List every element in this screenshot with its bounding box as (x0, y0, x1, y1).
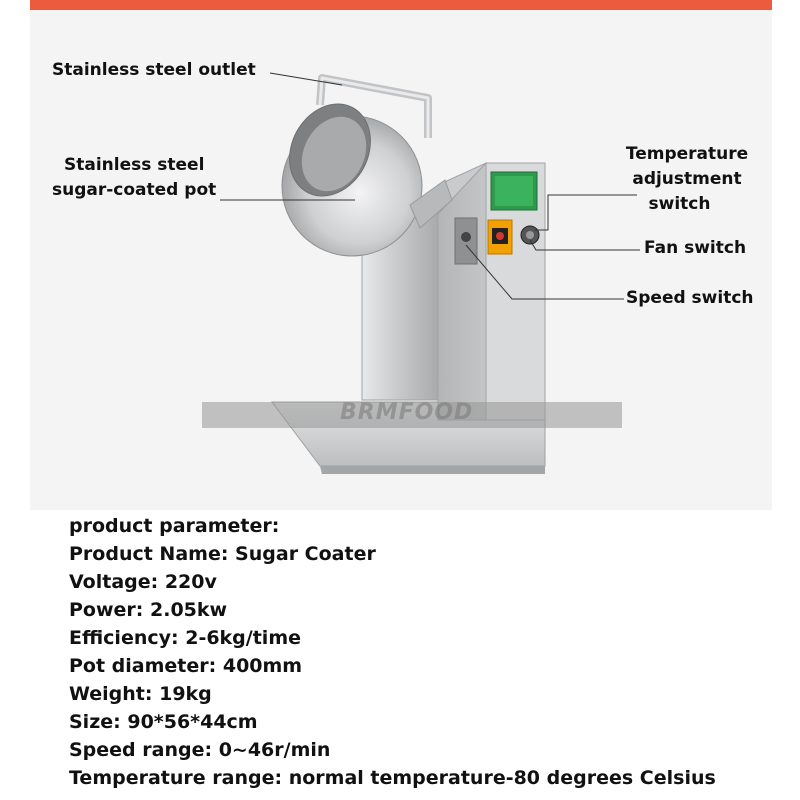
param-speed-range: Speed range: 0~46r/min (69, 739, 331, 761)
callout-temperature-line2: adjustment (632, 169, 742, 189)
params-heading: product parameter: (69, 515, 280, 537)
callout-pot-line2: sugar-coated pot (52, 180, 217, 200)
callout-speed-switch: Speed switch (626, 288, 754, 308)
callout-fan-switch: Fan switch (644, 238, 747, 258)
param-power: Power: 2.05kw (69, 599, 228, 621)
callout-pot-line1: Stainless steel (64, 155, 205, 175)
callout-temperature-line3: switch (648, 194, 711, 214)
fan-leader-line (530, 240, 640, 250)
param-temperature-range: Temperature range: normal temperature-80 degrees Celsius (69, 767, 716, 789)
watermark-text: BRMFOOD (340, 400, 474, 425)
param-size: Size: 90*56*44cm (69, 711, 258, 733)
param-weight: Weight: 19kg (69, 683, 212, 705)
speed-switch-knob (461, 232, 471, 242)
param-product-name: Product Name: Sugar Coater (69, 543, 376, 565)
callout-outlet: Stainless steel outlet (52, 60, 256, 80)
param-efficiency: Efficiency: 2-6kg/time (69, 627, 301, 649)
param-voltage: Voltage: 220v (69, 571, 217, 593)
param-pot-diameter: Pot diameter: 400mm (69, 655, 303, 677)
product-parameters (69, 512, 789, 792)
callout-temperature-line1: Temperature (625, 144, 749, 164)
